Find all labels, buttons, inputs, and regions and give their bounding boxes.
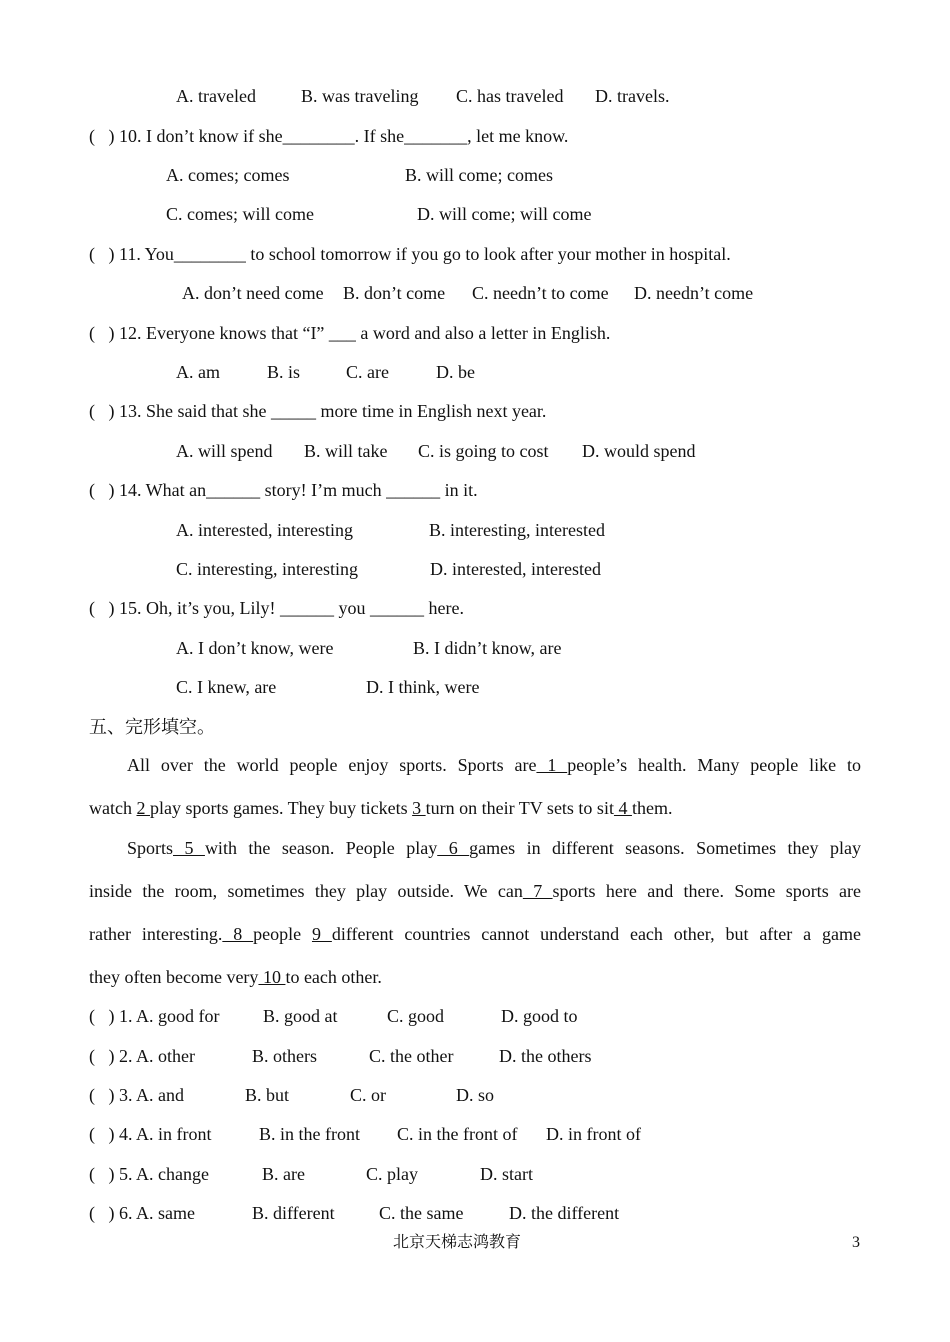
- cloze-option: D. start: [480, 1164, 533, 1184]
- q10-option-c: C. comes; will come: [166, 204, 314, 224]
- blank-3: 3: [412, 798, 426, 818]
- q11-option-c: C. needn’t to come: [472, 283, 609, 303]
- q9-option-c: C. has traveled: [456, 86, 564, 106]
- passage-text: people’s health. Many people like to: [567, 755, 861, 775]
- section-heading: 五、完形填空。: [89, 717, 215, 737]
- q15-text: ( ) 15. Oh, it’s you, Lily! ______ you ______ here.: [89, 598, 464, 618]
- blank-7: 7: [522, 881, 553, 901]
- page-number: 3: [852, 1234, 860, 1251]
- q14-option-b: B. interesting, interested: [429, 520, 605, 540]
- blank-5: 5: [173, 838, 205, 858]
- passage-line: [89, 797, 861, 819]
- cloze-option: C. the same: [379, 1203, 464, 1223]
- passage-text: play sports games. They buy tickets: [149, 798, 413, 818]
- cloze-option: B. are: [262, 1164, 305, 1184]
- q15-option-a: A. I don’t know, were: [176, 638, 334, 658]
- cloze-q-text: ( ) 6. A. same: [89, 1203, 195, 1223]
- passage-text: turn on their TV sets to sit: [425, 798, 614, 818]
- q11-text: ( ) 11. You________ to school tomorrow if you go to look after your mother in hospital.: [89, 244, 731, 264]
- q12-option-d: D. be: [436, 362, 475, 382]
- blank-9: 9: [311, 924, 332, 944]
- passage-text: Sports: [127, 838, 174, 858]
- passage-line: [89, 966, 861, 988]
- q13-option-b: B. will take: [304, 441, 388, 461]
- passage-text: All over the world people enjoy sports. Sports are: [127, 755, 537, 775]
- passage-line: [89, 837, 861, 859]
- passage-text: to each other.: [285, 967, 382, 987]
- q12-option-b: B. is: [267, 362, 301, 382]
- blank-1: 1: [536, 755, 568, 775]
- blank-2: 2: [136, 798, 150, 818]
- blank-10: 10: [258, 967, 286, 987]
- q10-option-a: A. comes; comes: [166, 165, 290, 185]
- q13-text: ( ) 13. She said that she _____ more time in English next year.: [89, 401, 547, 421]
- passage-line: [89, 880, 861, 902]
- footer-org: 北京天梯志鸿教育: [393, 1234, 522, 1251]
- cloze-q-text: ( ) 4. A. in front: [89, 1124, 212, 1144]
- cloze-q-text: ( ) 3. A. and: [89, 1085, 184, 1105]
- q15-option-d: D. I think, were: [366, 677, 480, 697]
- q11-option-d: D. needn’t come: [634, 283, 754, 303]
- blank-6: 6: [437, 838, 470, 858]
- cloze-q-text: ( ) 5. A. change: [89, 1164, 209, 1184]
- passage-text: inside the room, sometimes they play outside. We can: [89, 881, 523, 901]
- cloze-q-text: ( ) 1. A. good for: [89, 1006, 220, 1026]
- q9-option-a: A. traveled: [176, 86, 256, 106]
- q9-option-d: D. travels.: [595, 86, 670, 106]
- passage-text: sports here and there. Some sports are: [552, 881, 862, 901]
- blank-4: 4: [613, 798, 632, 818]
- passage-text: watch: [89, 798, 137, 818]
- q10-text: ( ) 10. I don’t know if she________. If she_______, let me know.: [89, 126, 569, 146]
- cloze-option: B. in the front: [259, 1124, 360, 1144]
- q14-option-c: C. interesting, interesting: [176, 559, 358, 579]
- q9-option-b: B. was traveling: [301, 86, 419, 106]
- q14-text: ( ) 14. What an______ story! I’m much ______ in it.: [89, 480, 478, 500]
- q12-option-c: C. are: [346, 362, 389, 382]
- passage-text: with the season. People play: [204, 838, 438, 858]
- q11-option-a: A. don’t need come: [182, 283, 324, 303]
- passage-text: them.: [631, 798, 673, 818]
- passage-text: people: [253, 924, 312, 944]
- cloze-option: D. so: [456, 1085, 495, 1105]
- q15-option-b: B. I didn’t know, are: [413, 638, 562, 658]
- cloze-option: D. the different: [509, 1203, 620, 1223]
- passage-line: [89, 754, 861, 776]
- cloze-option: B. different: [252, 1203, 335, 1223]
- q15-option-c: C. I knew, are: [176, 677, 277, 697]
- q14-option-a: A. interested, interesting: [176, 520, 353, 540]
- passage-text: games in different seasons. Sometimes they play: [469, 838, 861, 858]
- q13-option-a: A. will spend: [176, 441, 273, 461]
- cloze-option: B. others: [252, 1046, 317, 1066]
- cloze-option: C. good: [387, 1006, 445, 1026]
- cloze-option: D. good to: [501, 1006, 578, 1026]
- cloze-option: C. in the front of: [397, 1124, 518, 1144]
- cloze-option: D. in front of: [546, 1124, 641, 1144]
- q13-option-c: C. is going to cost: [418, 441, 549, 461]
- q12-option-a: A. am: [176, 362, 220, 382]
- cloze-option: D. the others: [499, 1046, 592, 1066]
- passage-text: they often become very: [89, 967, 259, 987]
- cloze-option: C. play: [366, 1164, 418, 1184]
- cloze-option: B. but: [245, 1085, 290, 1105]
- q10-option-d: D. will come; will come: [417, 204, 592, 224]
- q12-text: ( ) 12. Everyone knows that “I” ___ a word and also a letter in English.: [89, 323, 611, 343]
- passage-text: different countries cannot understand each other, but after a game: [331, 924, 862, 944]
- cloze-q-text: ( ) 2. A. other: [89, 1046, 195, 1066]
- passage-line: [89, 923, 861, 945]
- q10-option-b: B. will come; comes: [405, 165, 553, 185]
- cloze-option: C. the other: [369, 1046, 454, 1066]
- q11-option-b: B. don’t come: [343, 283, 446, 303]
- q14-option-d: D. interested, interested: [430, 559, 601, 579]
- q13-option-d: D. would spend: [582, 441, 696, 461]
- cloze-option: C. or: [350, 1085, 386, 1105]
- blank-8: 8: [222, 924, 254, 944]
- cloze-option: B. good at: [263, 1006, 338, 1026]
- passage-text: rather interesting.: [89, 924, 223, 944]
